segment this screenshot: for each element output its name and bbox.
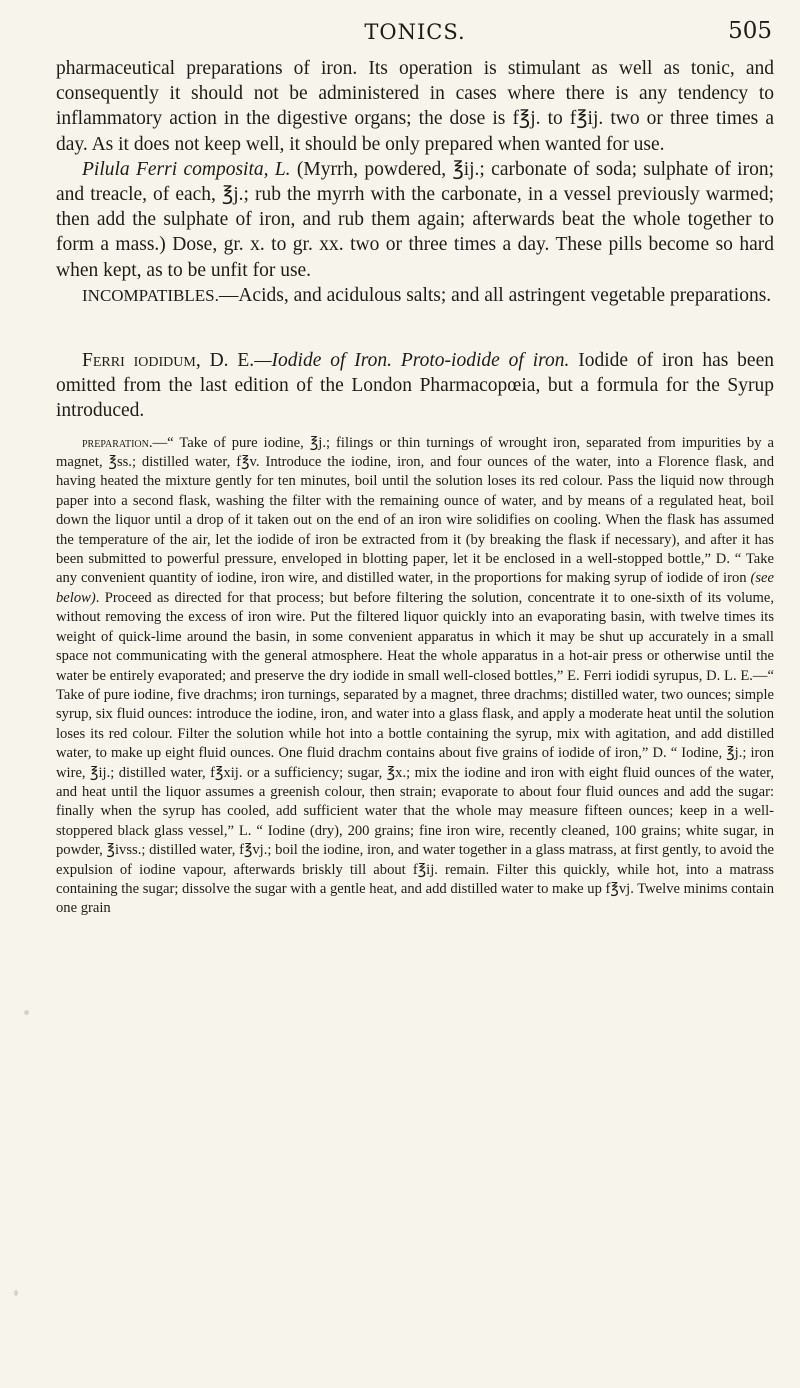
running-title: TONICS. [364, 20, 466, 44]
paper-speck [24, 1010, 29, 1015]
pilula-paragraph [56, 157, 774, 283]
incompatibles-text: —Acids, and acidulous salts; and all astringent vegetable preparations. [218, 284, 772, 306]
intro-paragraph [56, 56, 774, 157]
book-page [56, 10, 774, 919]
incompatibles-label: INCOMPATIBLES. [82, 285, 219, 305]
preparation-paragraph [56, 434, 774, 919]
section-gap [56, 308, 774, 348]
preparation-text-2: . Proceed as directed for that process; but before filtering the solution, concentrate it to one-sixth of its volume, without removing the excess of iron wire. Put the filtered liquor quickly into an evaporating basin, with twelve times its weight of quick-lime around the basin, in some convenient apparatus in which it may be shut up accurately in a small space not communicating with the general atmosphere. Heat the whole apparatus in a hot-air press or otherwise until the water be entirely evaporated; and preserve the dry iodide in small well-closed bottles,” E. Ferri iodidi syrupus, D. L. E.—“ Take of pure iodine, five drachms; iron turnings, separated by a magnet, three drachms; distilled water, two ounces; simple syrup, six fluid ounces: introduce the iodine, iron, and water into a glass flask, and apply a moderate heat until the solution loses its red colour. Filter the solution while hot into a bottle containing the syrup, mix with agitation, and add distilled water, to make up eight fluid ounces. One fluid drachm contains about five grains of iodide of iron,” D. “ Iodine, ℥j.; iron wire, ℥ij.; distilled water, f℥xij. or a sufficiency; sugar, ℥x.; mix the iodine and iron with eight fluid ounces of the water, and heat until the liquor assumes a greenish colour, then strain; evaporate to about four fluid ounces and add the sugar: finally when the syrup has cooled, add sufficient water that the whole may measure fifteen ounces; keep in a well-stoppered black glass vessel,” L. “ Iodine (dry), 200 grains; fine iron wire, recently cleaned, 100 grains; white sugar, in powder, ℥ivss.; distilled water, f℥vj.; boil the iodine, iron, and water together in a glass matrass, at first gently, to avoid the expulsion of iodine vapour, afterwards briskly till about f℥ij. remain. Filter this quickly, while hot, into a matrass containing the sugar; dissolve the sugar with a gentle heat, and add distilled water to make up f℥vj. Twelve minims contain one grain [56, 589, 775, 917]
preparation-text-1: —“ Take of pure iodine, ℥j.; filings or thin turnings of wrought iron, separated from impurities by a magnet, ℥ss.; distilled water, f℥v. Introduce the iodine, iron, and four ounces of the water, into a Florence flask, and having heated the mixture gently for ten minutes, boil until the solution loses its red colour. Pass the liquid now through paper into a second flask, washing the filter with the remaining ounce of water, and by means of a regulated heat, boil down the liquor until a drop of it taken out on the end of an iron wire solidifies on cooling. When the flask has assumed the temperature of the air, let the iodide of iron be extracted from it (by breaking the flask if necessary), and after it has been submitted to powerful pressure, enveloped in blotting paper, let it be enclosed in a well-stopped bottle,” D. “ Take any convenient quantity of iodine, iron wire, and distilled water, in the proportions for making syrup of iodide of iron [56, 434, 774, 587]
pilula-name: Pilula Ferri composita, L. [82, 158, 291, 180]
intro-text: pharmaceutical preparations of iron. Its operation is stimulant as well as tonic, and consequently it should not be administered in cases where there is any tendency to inflammatory action in the digestive organs; the dose is f℥j. to f℥ij. two or three times a day. As it does not keep well, it should be only prepared when wanted for use. [56, 58, 774, 155]
preparation-see-below: (see below) [56, 570, 774, 606]
running-head [56, 10, 774, 56]
page-number: 505 [728, 18, 772, 44]
ferri-iodidum-paragraph [56, 348, 774, 424]
pilula-text: (Myrrh, powdered, ℥ij.; carbonate of soda; sulphate of iron; and treacle, of each, ℥j.; rub the myrrh with the carbonate, in a vessel previously warmed; then add the sulphate of iron, and rub them again; afterwards beat the whole together to form a mass.) Dose, gr. x. to gr. xx. two or three times a day. These pills become so hard when kept, as to be unfit for use. [56, 158, 774, 281]
preparation-label: preparation. [82, 434, 153, 451]
ferri-iodidum-title: —Iodide of Iron. Proto-iodide of iron. [254, 350, 570, 372]
paper-speck [14, 1290, 18, 1296]
ferri-iodidum-text: Iodide of iron has been omitted from the last edition of the London Pharmacopœia, but a formula for the Syrup introduced. [56, 350, 774, 422]
incompatibles-paragraph [56, 283, 774, 308]
ferri-iodidum-heading: Ferri iodidum, D. E. [82, 350, 255, 372]
